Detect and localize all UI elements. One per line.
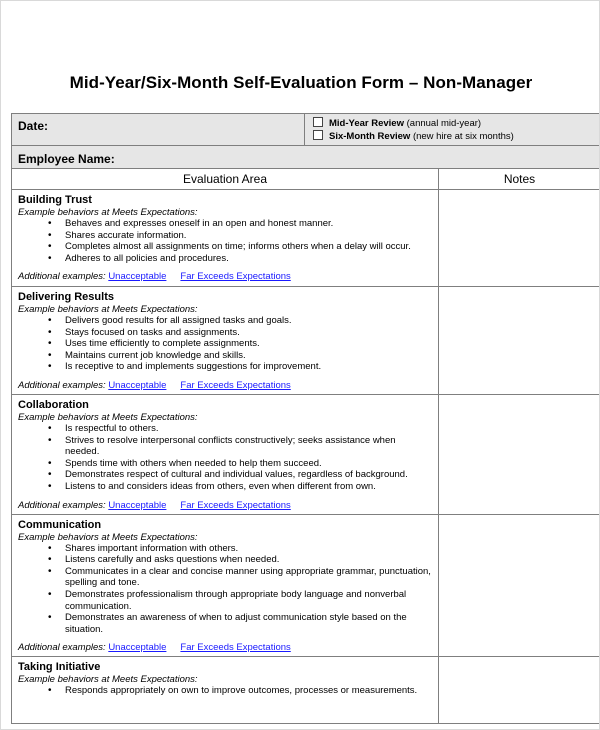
section-row	[12, 514, 600, 657]
behavior-list	[18, 218, 432, 264]
column-header-row	[12, 169, 600, 190]
list-item: • Behaves and expresses oneself in an open and honest manner.	[48, 218, 432, 230]
far-exceeds-link[interactable]: Far Exceeds Expectations	[180, 379, 291, 391]
list-item: • Listens to and considers ideas from others, even when different from own.	[48, 481, 432, 493]
far-exceeds-link[interactable]: Far Exceeds Expectations	[180, 499, 291, 511]
list-item: • Shares important information with others.	[48, 543, 432, 555]
building-trust-section	[12, 190, 439, 287]
list-item: • Uses time efficiently to complete assignments.	[48, 338, 432, 350]
list-item: • Adheres to all policies and procedures.	[48, 253, 432, 265]
employee-name-field[interactable]: Employee Name:	[12, 146, 600, 169]
notes-cell[interactable]	[439, 394, 600, 514]
list-item: • Shares accurate information.	[48, 230, 432, 242]
section-subtitle: Example behaviors at Meets Expectations:	[18, 207, 198, 218]
far-exceeds-link[interactable]: Far Exceeds Expectations	[180, 642, 291, 654]
unacceptable-link[interactable]: Unacceptable	[108, 271, 167, 283]
checkbox-icon[interactable]	[313, 130, 323, 140]
list-item: • Listens carefully and asks questions when needed.	[48, 554, 432, 566]
checkbox-icon[interactable]	[313, 117, 323, 127]
date-row	[12, 114, 600, 146]
list-item: • Is receptive to and implements suggestions for improvement.	[48, 361, 432, 373]
six-month-review-option[interactable]: Six-Month Review (new hire at six months)	[313, 130, 600, 143]
unacceptable-link[interactable]: Unacceptable	[108, 379, 167, 391]
behavior-list	[18, 543, 432, 636]
evaluation-form-table	[11, 113, 600, 724]
notes-cell[interactable]	[439, 514, 600, 657]
list-item: • Communicates in a clear and concise manner using appropriate grammar, punctuation, spelling and tone.	[48, 566, 432, 589]
notes-header: Notes	[439, 169, 600, 190]
behavior-list	[18, 315, 432, 373]
section-row	[12, 190, 600, 287]
unacceptable-link[interactable]: Unacceptable	[108, 499, 167, 511]
additional-examples: Additional examples: Unacceptable Far Exceeds Expectations	[18, 379, 291, 391]
date-field[interactable]: Date:	[12, 114, 305, 146]
additional-examples: Additional examples: Unacceptable Far Exceeds Expectations	[18, 271, 291, 283]
list-item: • Spends time with others when needed to help them succeed.	[48, 458, 432, 470]
section-title: Delivering Results	[18, 291, 114, 303]
section-row	[12, 657, 600, 724]
section-title: Taking Initiative	[18, 661, 101, 674]
far-exceeds-link[interactable]: Far Exceeds Expectations	[180, 271, 291, 283]
section-title: Collaboration	[18, 398, 89, 411]
taking-initiative-section	[12, 657, 439, 724]
unacceptable-link[interactable]: Unacceptable	[108, 642, 167, 654]
list-item: • Demonstrates professionalism through appropriate body language and nonverbal communication.	[48, 589, 432, 612]
additional-examples: Additional examples: Unacceptable Far Exceeds Expectations	[18, 499, 291, 511]
mid-year-review-option[interactable]: Mid-Year Review (annual mid-year)	[313, 117, 600, 130]
additional-examples: Additional examples: Unacceptable Far Exceeds Expectations	[18, 642, 291, 654]
employee-row	[12, 146, 600, 169]
list-item: • Stays focused on tasks and assignments.	[48, 327, 432, 339]
section-title: Communication	[18, 518, 102, 531]
section-subtitle: Example behaviors at Meets Expectations:	[18, 411, 198, 423]
list-item: • Maintains current job knowledge and skills.	[48, 350, 432, 362]
notes-cell[interactable]	[439, 657, 600, 724]
list-item: • Strives to resolve interpersonal conflicts constructively; seeks assistance when needed.	[48, 435, 432, 458]
delivering-results-section	[12, 287, 439, 395]
behavior-list	[18, 685, 432, 697]
notes-cell[interactable]	[439, 287, 600, 395]
notes-cell[interactable]	[439, 190, 600, 287]
section-subtitle: Example behaviors at Meets Expectations:	[18, 531, 198, 543]
list-item: • Responds appropriately on own to improve outcomes, processes or measurements.	[48, 685, 432, 697]
list-item: • Delivers good results for all assigned tasks and goals.	[48, 315, 432, 327]
list-item: • Is respectful to others.	[48, 423, 432, 435]
section-subtitle: Example behaviors at Meets Expectations:	[18, 304, 198, 315]
collaboration-section	[12, 394, 439, 514]
section-subtitle: Example behaviors at Meets Expectations:	[18, 674, 198, 686]
list-item: • Completes almost all assignments on time; informs others when a delay will occur.	[48, 241, 432, 253]
evaluation-area-header: Evaluation Area	[12, 169, 439, 190]
list-item: • Demonstrates an awareness of when to adjust communication style based on the situation.	[48, 612, 432, 635]
section-title: Building Trust	[18, 194, 92, 206]
list-item: • Demonstrates respect of cultural and individual values, regardless of background.	[48, 469, 432, 481]
section-row	[12, 287, 600, 395]
section-row	[12, 394, 600, 514]
communication-section	[12, 514, 439, 657]
behavior-list	[18, 423, 432, 493]
form-title: Mid-Year/Six-Month Self-Evaluation Form – Non-Manager	[69, 73, 533, 92]
review-type-options	[305, 114, 600, 146]
